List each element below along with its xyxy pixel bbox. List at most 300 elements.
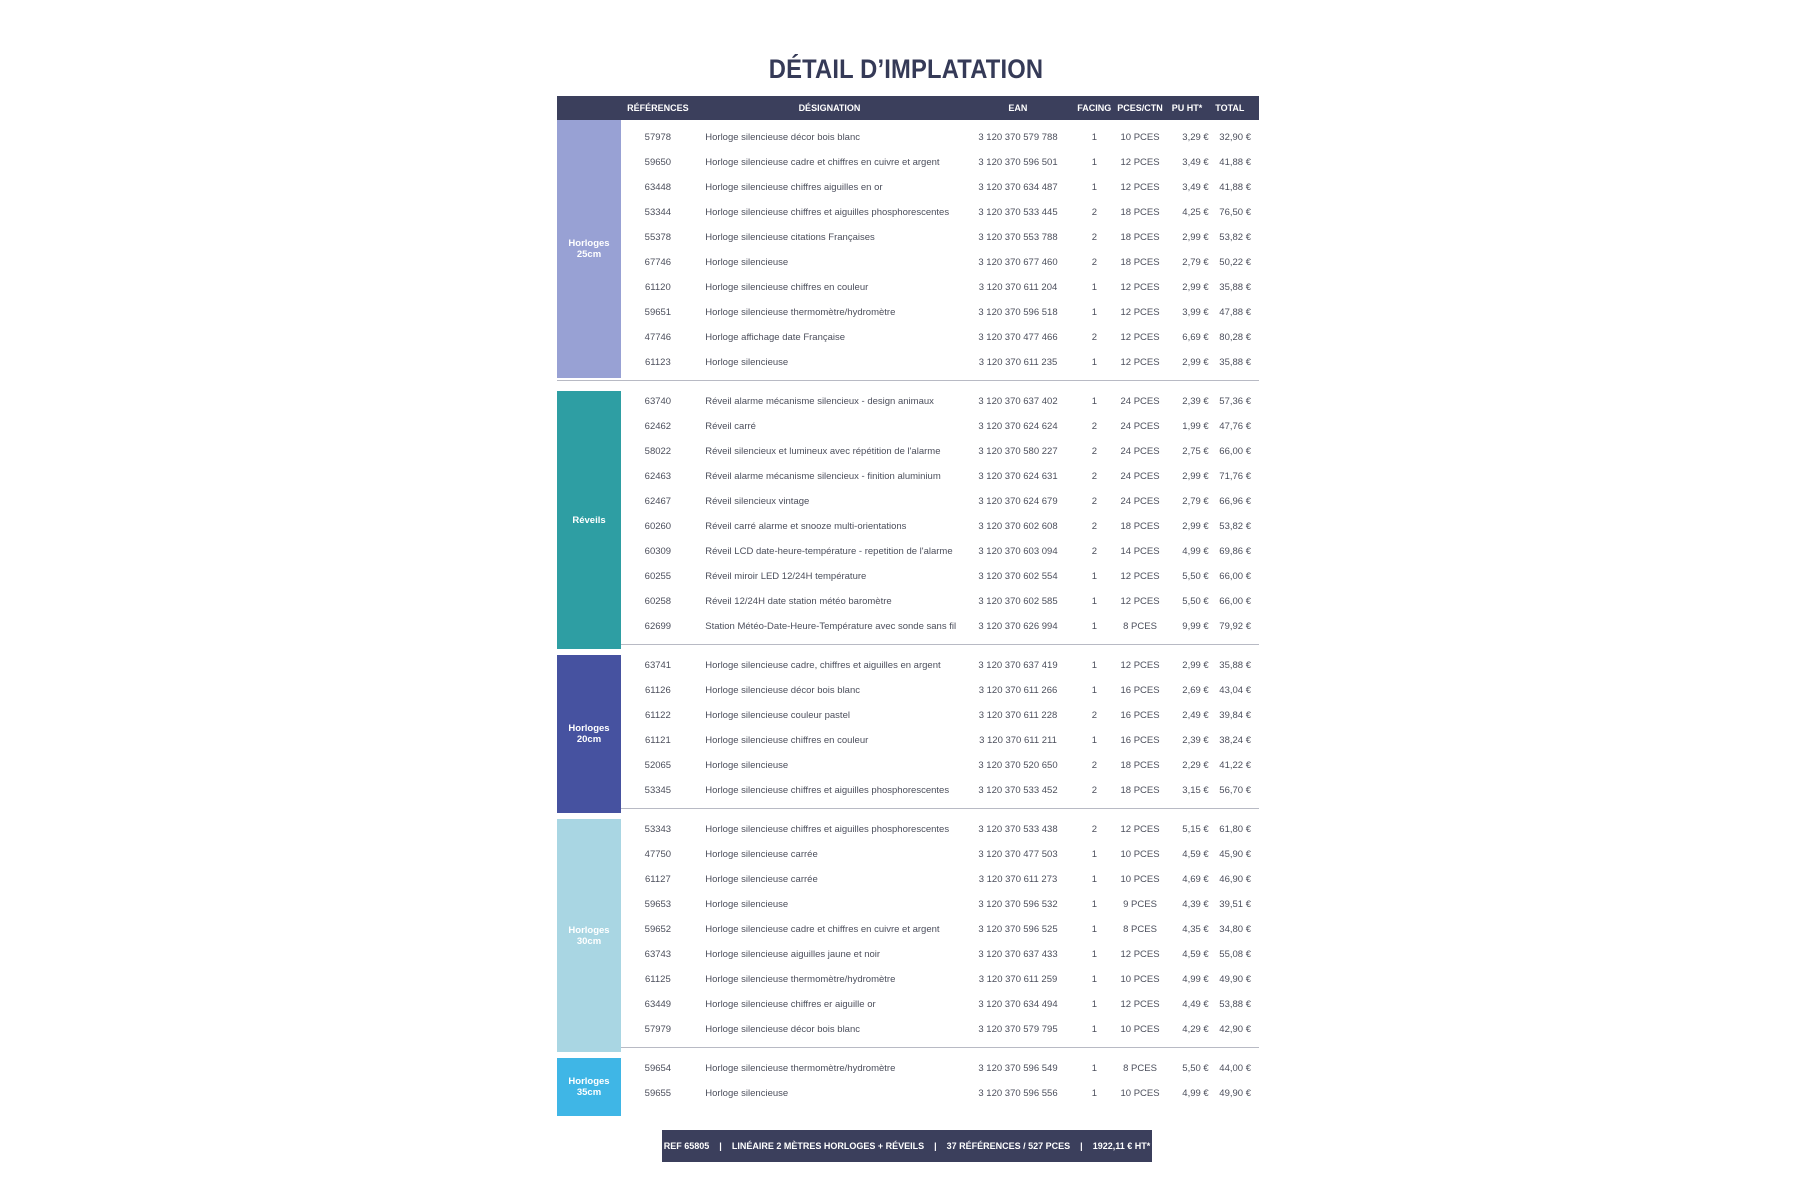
table-row — [557, 589, 1259, 614]
row-pcs-ctn: 12 PCES — [1120, 949, 1160, 960]
row-facing: 1 — [1091, 735, 1098, 746]
row-reference: 60258 — [644, 596, 672, 607]
row-pu-ht: 4,99 € — [1182, 1088, 1209, 1099]
row-designation: Horloge silencieuse chiffres et aiguilles phosphorescentes — [705, 785, 950, 796]
row-facing: 2 — [1091, 446, 1098, 457]
category-label: Réveils — [557, 391, 621, 649]
row-pu-ht: 3,29 € — [1182, 132, 1209, 143]
row-pu-ht: 4,99 € — [1182, 974, 1209, 985]
row-pcs-ctn: 10 PCES — [1120, 974, 1160, 985]
row-ean: 3 120 370 533 445 — [978, 207, 1058, 218]
table-row — [557, 225, 1259, 250]
row-pu-ht: 6,69 € — [1182, 332, 1209, 343]
row-pcs-ctn: 12 PCES — [1120, 182, 1160, 193]
row-reference: 63740 — [644, 396, 672, 407]
row-ean: 3 120 370 579 795 — [978, 1024, 1058, 1035]
row-pcs-ctn: 12 PCES — [1120, 571, 1160, 582]
row-designation: Horloge silencieuse couleur pastel — [705, 710, 850, 721]
row-pcs-ctn: 8 PCES — [1123, 924, 1157, 935]
row-total: 35,88 € — [1219, 282, 1251, 293]
row-pcs-ctn: 24 PCES — [1120, 471, 1160, 482]
row-pcs-ctn: 8 PCES — [1123, 1063, 1157, 1074]
row-designation: Horloge silencieuse cadre et chiffres en cuivre et argent — [705, 924, 940, 935]
row-pcs-ctn: 18 PCES — [1120, 785, 1160, 796]
row-total: 57,36 € — [1219, 396, 1251, 407]
table-row — [557, 728, 1259, 753]
row-pu-ht: 2,69 € — [1182, 685, 1209, 696]
row-pcs-ctn: 24 PCES — [1120, 446, 1160, 457]
header-total: TOTAL — [1215, 103, 1245, 113]
row-pcs-ctn: 12 PCES — [1120, 357, 1160, 368]
row-designation: Horloge silencieuse décor bois blanc — [705, 685, 860, 696]
row-reference: 57979 — [644, 1024, 672, 1035]
row-pu-ht: 3,15 € — [1182, 785, 1209, 796]
row-reference: 53345 — [644, 785, 672, 796]
row-facing: 1 — [1091, 849, 1098, 860]
table-row — [557, 514, 1259, 539]
table-row — [557, 464, 1259, 489]
table-row — [557, 992, 1259, 1017]
row-ean: 3 120 370 611 211 — [979, 735, 1057, 746]
row-facing: 2 — [1091, 257, 1098, 268]
row-designation: Horloge silencieuse — [705, 257, 789, 268]
row-designation: Horloge silencieuse chiffres en couleur — [705, 282, 869, 293]
row-total: 49,90 € — [1219, 974, 1251, 985]
row-pu-ht: 4,69 € — [1182, 874, 1209, 885]
row-designation: Réveil LCD date-heure-température - repetition de l'alarme — [705, 546, 953, 557]
row-facing: 1 — [1091, 282, 1098, 293]
row-pu-ht: 2,79 € — [1182, 257, 1209, 268]
row-ean: 3 120 370 637 433 — [978, 949, 1058, 960]
row-facing: 1 — [1091, 949, 1098, 960]
row-reference: 63741 — [644, 660, 672, 671]
row-pcs-ctn: 16 PCES — [1120, 710, 1160, 721]
row-reference: 58022 — [644, 446, 672, 457]
row-facing: 1 — [1091, 924, 1098, 935]
row-total: 46,90 € — [1219, 874, 1251, 885]
row-total: 53,82 € — [1219, 521, 1251, 532]
row-total: 47,76 € — [1219, 421, 1251, 432]
row-ean: 3 120 370 596 501 — [978, 157, 1058, 168]
row-reference: 59655 — [644, 1088, 672, 1099]
row-pcs-ctn: 18 PCES — [1120, 760, 1160, 771]
row-total: 69,86 € — [1219, 546, 1251, 557]
row-ean: 3 120 370 637 402 — [978, 396, 1058, 407]
row-facing: 1 — [1091, 132, 1098, 143]
row-reference: 61126 — [645, 685, 671, 696]
row-pcs-ctn: 24 PCES — [1120, 421, 1160, 432]
table-row — [557, 967, 1259, 992]
row-pu-ht: 5,50 € — [1182, 1063, 1209, 1074]
category-label: Horloges 25cm — [557, 120, 621, 378]
row-facing: 1 — [1091, 974, 1098, 985]
header-pu-ht: PU HT* — [1171, 103, 1203, 113]
row-pcs-ctn: 12 PCES — [1120, 999, 1160, 1010]
row-reference: 61123 — [645, 357, 671, 368]
row-facing: 2 — [1091, 785, 1098, 796]
row-pcs-ctn: 12 PCES — [1120, 282, 1160, 293]
row-pcs-ctn: 8 PCES — [1123, 621, 1157, 632]
row-total: 66,00 € — [1219, 596, 1251, 607]
row-designation: Horloge silencieuse carrée — [705, 874, 818, 885]
row-pu-ht: 3,49 € — [1182, 182, 1209, 193]
table-row — [557, 414, 1259, 439]
row-reference: 62467 — [644, 496, 672, 507]
row-total: 47,88 € — [1219, 307, 1251, 318]
row-ean: 3 120 370 520 650 — [978, 760, 1058, 771]
row-pu-ht: 5,15 € — [1182, 824, 1209, 835]
row-designation: Réveil miroir LED 12/24H température — [705, 571, 867, 582]
row-facing: 1 — [1091, 1063, 1098, 1074]
row-designation: Réveil silencieux vintage — [705, 496, 810, 507]
row-total: 55,08 € — [1219, 949, 1251, 960]
row-total: 39,51 € — [1219, 899, 1251, 910]
row-reference: 52065 — [644, 760, 672, 771]
row-designation: Horloge silencieuse — [705, 899, 789, 910]
row-ean: 3 120 370 611 235 — [978, 357, 1058, 368]
row-ean: 3 120 370 611 228 — [978, 710, 1058, 721]
header-references: RÉFÉRENCES — [627, 103, 689, 113]
row-reference: 60255 — [644, 571, 672, 582]
row-pcs-ctn: 10 PCES — [1120, 874, 1160, 885]
row-facing: 1 — [1091, 1024, 1098, 1035]
row-ean: 3 120 370 637 419 — [978, 660, 1058, 671]
row-pcs-ctn: 18 PCES — [1120, 521, 1160, 532]
row-reference: 60309 — [644, 546, 672, 557]
row-pcs-ctn: 18 PCES — [1120, 257, 1160, 268]
row-pu-ht: 3,99 € — [1182, 307, 1209, 318]
row-total: 66,96 € — [1219, 496, 1251, 507]
row-pu-ht: 4,39 € — [1182, 899, 1209, 910]
row-facing: 2 — [1091, 471, 1098, 482]
table-row — [557, 1081, 1259, 1106]
row-designation: Horloge silencieuse carrée — [705, 849, 818, 860]
summary-bar: REF 65805 | LINÉAIRE 2 MÈTRES HORLOGES + RÉVEILS | 37 RÉFÉRENCES / 527 PCES | 1922,11 € HT* — [662, 1130, 1152, 1162]
row-designation: Réveil carré — [705, 421, 756, 432]
row-reference: 63449 — [644, 999, 672, 1010]
row-total: 66,00 € — [1219, 446, 1251, 457]
implantation-table — [557, 96, 1259, 1111]
table-row — [557, 350, 1259, 375]
row-pu-ht: 4,35 € — [1182, 924, 1209, 935]
row-facing: 2 — [1091, 546, 1098, 557]
row-ean: 3 120 370 611 273 — [978, 874, 1058, 885]
row-pu-ht: 4,25 € — [1182, 207, 1209, 218]
row-total: 38,24 € — [1219, 735, 1251, 746]
table-row — [557, 703, 1259, 728]
row-facing: 2 — [1091, 760, 1098, 771]
row-total: 61,80 € — [1219, 824, 1251, 835]
row-reference: 61125 — [645, 974, 671, 985]
row-pcs-ctn: 14 PCES — [1120, 546, 1160, 557]
row-designation: Horloge affichage date Française — [705, 332, 846, 343]
category-label: Horloges 30cm — [557, 819, 621, 1052]
row-pu-ht: 2,75 € — [1182, 446, 1209, 457]
row-reference: 60260 — [644, 521, 672, 532]
table-row — [557, 125, 1259, 150]
table-row — [557, 917, 1259, 942]
row-ean: 3 120 370 596 549 — [978, 1063, 1058, 1074]
row-facing: 1 — [1091, 999, 1098, 1010]
row-designation: Horloge silencieuse décor bois blanc — [705, 1024, 860, 1035]
row-reference: 53343 — [644, 824, 672, 835]
row-pcs-ctn: 12 PCES — [1120, 157, 1160, 168]
row-facing: 1 — [1091, 899, 1098, 910]
row-ean: 3 120 370 611 259 — [978, 974, 1058, 985]
row-designation: Horloge silencieuse thermomètre/hydromètre — [705, 307, 896, 318]
table-row — [557, 942, 1259, 967]
category-label: Horloges 20cm — [557, 655, 621, 813]
row-pu-ht: 2,99 € — [1182, 471, 1209, 482]
row-reference: 47746 — [644, 332, 672, 343]
table-row — [557, 753, 1259, 778]
row-pu-ht: 2,39 € — [1182, 735, 1209, 746]
row-reference: 59653 — [644, 899, 672, 910]
row-total: 66,00 € — [1219, 571, 1251, 582]
row-pu-ht: 4,99 € — [1182, 546, 1209, 557]
row-pcs-ctn: 10 PCES — [1120, 1024, 1160, 1035]
table-row — [557, 175, 1259, 200]
row-ean: 3 120 370 477 503 — [978, 849, 1058, 860]
row-ean: 3 120 370 603 094 — [978, 546, 1058, 557]
row-pcs-ctn: 10 PCES — [1120, 132, 1160, 143]
row-ean: 3 120 370 677 460 — [978, 257, 1058, 268]
row-total: 71,76 € — [1219, 471, 1251, 482]
row-pcs-ctn: 10 PCES — [1120, 849, 1160, 860]
row-ean: 3 120 370 533 438 — [978, 824, 1058, 835]
row-total: 35,88 € — [1219, 660, 1251, 671]
header-facing: FACING — [1077, 103, 1112, 113]
row-reference: 59651 — [644, 307, 672, 318]
row-designation: Horloge silencieuse thermomètre/hydromètre — [705, 1063, 896, 1074]
row-pcs-ctn: 9 PCES — [1123, 899, 1157, 910]
row-facing: 1 — [1091, 307, 1098, 318]
row-designation: Horloge silencieuse — [705, 1088, 789, 1099]
row-facing: 1 — [1091, 357, 1098, 368]
row-designation: Réveil 12/24H date station météo baromètre — [705, 596, 892, 607]
row-ean: 3 120 370 626 994 — [978, 621, 1058, 632]
row-total: 53,82 € — [1219, 232, 1251, 243]
row-total: 39,84 € — [1219, 710, 1251, 721]
category-group — [557, 645, 1259, 809]
row-ean: 3 120 370 634 487 — [978, 182, 1058, 193]
row-pu-ht: 2,99 € — [1182, 660, 1209, 671]
row-total: 35,88 € — [1219, 357, 1251, 368]
row-facing: 2 — [1091, 824, 1098, 835]
row-designation: Horloge silencieuse chiffres en couleur — [705, 735, 869, 746]
row-total: 44,00 € — [1219, 1063, 1251, 1074]
row-pu-ht: 4,59 € — [1182, 949, 1209, 960]
row-total: 41,88 € — [1219, 182, 1251, 193]
row-total: 53,88 € — [1219, 999, 1251, 1010]
row-reference: 61120 — [645, 282, 671, 293]
table-row — [557, 817, 1259, 842]
row-facing: 1 — [1091, 660, 1098, 671]
row-pu-ht: 3,49 € — [1182, 157, 1209, 168]
row-reference: 53344 — [644, 207, 672, 218]
row-facing: 2 — [1091, 332, 1098, 343]
row-ean: 3 120 370 533 452 — [978, 785, 1058, 796]
row-pu-ht: 2,99 € — [1182, 357, 1209, 368]
row-total: 41,88 € — [1219, 157, 1251, 168]
row-reference: 57978 — [644, 132, 672, 143]
table-row — [557, 389, 1259, 414]
table-row — [557, 1056, 1259, 1081]
row-ean: 3 120 370 596 518 — [978, 307, 1058, 318]
category-group — [557, 1048, 1259, 1111]
row-facing: 1 — [1091, 157, 1098, 168]
row-designation: Horloge silencieuse — [705, 760, 789, 771]
row-facing: 2 — [1091, 421, 1098, 432]
row-total: 49,90 € — [1219, 1088, 1251, 1099]
table-row — [557, 200, 1259, 225]
row-facing: 1 — [1091, 396, 1098, 407]
row-pcs-ctn: 16 PCES — [1120, 735, 1160, 746]
table-row — [557, 489, 1259, 514]
row-designation: Horloge silencieuse — [705, 357, 789, 368]
row-ean: 3 120 370 624 679 — [978, 496, 1058, 507]
row-facing: 1 — [1091, 621, 1098, 632]
row-designation: Horloge silencieuse thermomètre/hydromètre — [705, 974, 896, 985]
row-designation: Horloge silencieuse citations Françaises — [705, 232, 875, 243]
row-pcs-ctn: 12 PCES — [1120, 332, 1160, 343]
row-pcs-ctn: 16 PCES — [1120, 685, 1160, 696]
row-ean: 3 120 370 596 525 — [978, 924, 1058, 935]
table-row — [557, 842, 1259, 867]
row-pu-ht: 2,29 € — [1182, 760, 1209, 771]
row-designation: Horloge silencieuse cadre et chiffres en cuivre et argent — [705, 157, 940, 168]
row-reference: 59650 — [644, 157, 672, 168]
header-ean: EAN — [1008, 103, 1028, 113]
row-pcs-ctn: 12 PCES — [1120, 596, 1160, 607]
row-total: 45,90 € — [1219, 849, 1251, 860]
row-designation: Réveil alarme mécanisme silencieux - finition aluminium — [705, 471, 941, 482]
row-reference: 63743 — [644, 949, 672, 960]
header-pcs-ctn: PCES/CTN — [1117, 103, 1163, 113]
category-group — [557, 381, 1259, 645]
table-row — [557, 564, 1259, 589]
row-pcs-ctn: 24 PCES — [1120, 496, 1160, 507]
row-pu-ht: 2,99 € — [1182, 282, 1209, 293]
table-row — [557, 614, 1259, 639]
table-row — [557, 778, 1259, 803]
row-pcs-ctn: 12 PCES — [1120, 307, 1160, 318]
row-reference: 59654 — [644, 1063, 672, 1074]
row-designation: Horloge silencieuse chiffres aiguilles en or — [705, 182, 883, 193]
row-reference: 61127 — [645, 874, 671, 885]
row-designation: Réveil silencieux et lumineux avec répétition de l'alarme — [705, 446, 941, 457]
row-facing: 2 — [1091, 521, 1098, 532]
row-total: 32,90 € — [1219, 132, 1251, 143]
row-designation: Réveil alarme mécanisme silencieux - design animaux — [705, 396, 934, 407]
row-reference: 59652 — [644, 924, 672, 935]
table-row — [557, 275, 1259, 300]
row-ean: 3 120 370 579 788 — [978, 132, 1058, 143]
row-total: 34,80 € — [1219, 924, 1251, 935]
row-facing: 1 — [1091, 571, 1098, 582]
row-designation: Horloge silencieuse cadre, chiffres et aiguilles en argent — [705, 660, 941, 671]
row-facing: 1 — [1091, 1088, 1098, 1099]
page-title: DÉTAIL D’IMPLATATION — [768, 54, 1044, 84]
row-facing: 1 — [1091, 874, 1098, 885]
table-row — [557, 678, 1259, 703]
row-facing: 1 — [1091, 182, 1098, 193]
row-pcs-ctn: 18 PCES — [1120, 232, 1160, 243]
row-reference: 63448 — [644, 182, 672, 193]
table-row — [557, 867, 1259, 892]
row-reference: 67746 — [644, 257, 672, 268]
row-designation: Réveil carré alarme et snooze multi-orientations — [705, 521, 907, 532]
row-reference: 62463 — [644, 471, 672, 482]
row-reference: 61122 — [645, 710, 671, 721]
row-total: 50,22 € — [1219, 257, 1251, 268]
row-pu-ht: 5,50 € — [1182, 596, 1209, 607]
row-ean: 3 120 370 602 585 — [978, 596, 1058, 607]
table-row — [557, 439, 1259, 464]
row-pcs-ctn: 12 PCES — [1120, 824, 1160, 835]
row-designation: Horloge silencieuse aiguilles jaune et noir — [705, 949, 881, 960]
row-ean: 3 120 370 602 608 — [978, 521, 1058, 532]
row-ean: 3 120 370 634 494 — [978, 999, 1058, 1010]
row-pu-ht: 2,79 € — [1182, 496, 1209, 507]
row-ean: 3 120 370 624 631 — [978, 471, 1058, 482]
row-designation: Horloge silencieuse décor bois blanc — [705, 132, 860, 143]
row-ean: 3 120 370 624 624 — [978, 421, 1058, 432]
row-ean: 3 120 370 580 227 — [978, 446, 1058, 457]
row-reference: 55378 — [644, 232, 672, 243]
row-reference: 62462 — [644, 421, 672, 432]
table-row — [557, 150, 1259, 175]
table-body — [557, 120, 1259, 1111]
row-pu-ht: 2,49 € — [1182, 710, 1209, 721]
row-pu-ht: 4,59 € — [1182, 849, 1209, 860]
table-row — [557, 892, 1259, 917]
row-reference: 47750 — [644, 849, 672, 860]
table-row — [557, 250, 1259, 275]
row-pcs-ctn: 24 PCES — [1120, 396, 1160, 407]
row-facing: 1 — [1091, 685, 1098, 696]
row-total: 41,22 € — [1219, 760, 1251, 771]
row-ean: 3 120 370 611 204 — [978, 282, 1058, 293]
row-designation: Horloge silencieuse chiffres et aiguilles phosphorescentes — [705, 824, 950, 835]
row-ean: 3 120 370 477 466 — [978, 332, 1058, 343]
row-facing: 2 — [1091, 496, 1098, 507]
category-group — [557, 120, 1259, 381]
row-ean: 3 120 370 611 266 — [978, 685, 1058, 696]
table-header — [557, 96, 1259, 120]
row-total: 56,70 € — [1219, 785, 1251, 796]
row-facing: 1 — [1091, 596, 1098, 607]
row-total: 76,50 € — [1219, 207, 1251, 218]
table-row — [557, 325, 1259, 350]
row-designation: Station Météo-Date-Heure-Température avec sonde sans fil — [705, 621, 957, 632]
row-pu-ht: 4,49 € — [1182, 999, 1209, 1010]
row-facing: 2 — [1091, 207, 1098, 218]
row-pu-ht: 9,99 € — [1182, 621, 1209, 632]
table-row — [557, 1017, 1259, 1042]
category-group — [557, 809, 1259, 1048]
row-pu-ht: 2,39 € — [1182, 396, 1209, 407]
row-pcs-ctn: 10 PCES — [1120, 1088, 1160, 1099]
category-label: Horloges 35cm — [557, 1058, 621, 1116]
row-pu-ht: 5,50 € — [1182, 571, 1209, 582]
table-row — [557, 653, 1259, 678]
row-total: 80,28 € — [1219, 332, 1251, 343]
row-pu-ht: 4,29 € — [1182, 1024, 1209, 1035]
row-ean: 3 120 370 602 554 — [978, 571, 1058, 582]
header-designation: DÉSIGNATION — [798, 103, 861, 113]
row-pu-ht: 2,99 € — [1182, 521, 1209, 532]
